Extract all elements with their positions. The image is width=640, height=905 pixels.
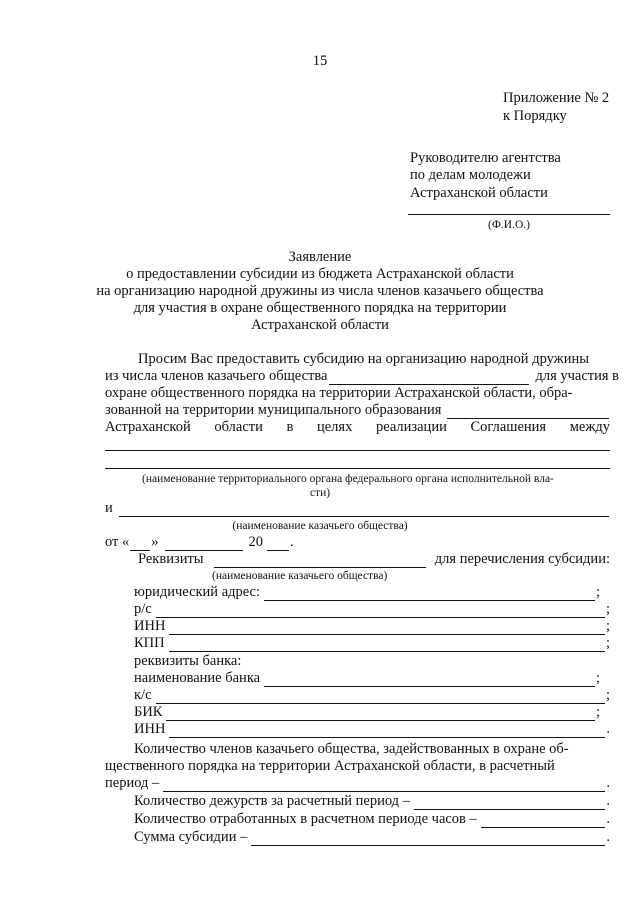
title-line2: о предоставлении субсидии из бюджета Астраханской области (126, 266, 514, 282)
date-quote-close: » (151, 534, 159, 550)
rs-label: р/с (134, 601, 152, 617)
requisites-field (214, 555, 426, 568)
rs-row (134, 601, 610, 618)
p1-line5-w6: между (569, 419, 610, 435)
bank-name-field (264, 674, 595, 687)
inn-semicolon: ; (605, 618, 610, 634)
date-year-field (267, 538, 289, 551)
federal-body-line2 (105, 468, 610, 469)
page-number: 15 (312, 53, 328, 69)
ks-field (156, 691, 605, 704)
legal-address-field (264, 588, 595, 601)
appendix-line1: Приложение № 2 (503, 90, 610, 106)
bank-name-semicolon: ; (595, 670, 600, 686)
cossack-name-field (119, 504, 609, 517)
p1-line5-w2: в (286, 419, 294, 435)
inn2-dot: . (606, 721, 610, 737)
sum-row (134, 829, 610, 846)
duties-row (134, 793, 610, 810)
caption-federal-1: (наименование территориального органа федерального органа исполнительной вла- (142, 473, 554, 485)
legal-address-label: юридический адрес: (134, 584, 261, 600)
kpp-row (134, 635, 610, 652)
date-dot: . (290, 534, 294, 550)
p1-line2-a: из числа членов казачьего общества (105, 368, 328, 384)
ks-row (134, 687, 610, 704)
date-month-field (165, 538, 243, 551)
addressee-line2: по делам молодежи (410, 167, 531, 183)
kpp-field (169, 639, 605, 652)
municipality-field (447, 406, 609, 419)
title-line3: на организацию народной дружины из числа членов казачьего общества (96, 283, 544, 299)
federal-body-line1 (105, 450, 610, 451)
title-line1: Заявление (288, 249, 352, 265)
bik-row (134, 704, 600, 721)
addressee-line1: Руководителю агентства (410, 150, 561, 166)
date-quote-open: от « (105, 534, 130, 550)
and-label: и (105, 500, 113, 516)
bik-label: БИК (134, 704, 163, 720)
p1-line2-b: для участия в (535, 368, 620, 384)
sum-dot: . (606, 829, 610, 845)
sum-field (251, 833, 605, 846)
p1-line5-w4: реализации (375, 419, 447, 435)
hours-dot: . (606, 811, 610, 827)
ks-semicolon: ; (605, 687, 610, 703)
p1-line1: Просим Вас предоставить субсидию на организацию народной дружины (138, 351, 589, 367)
p1-line4-text: зованной на территории муниципального образования (105, 402, 442, 418)
legal-address-row (134, 584, 600, 601)
requisites-label: Реквизиты (138, 551, 204, 567)
count-field (163, 779, 605, 792)
title-line5: Астраханской области (251, 317, 389, 333)
p1-line4 (105, 402, 610, 419)
kpp-label: КПП (134, 635, 165, 651)
bik-semicolon: ; (595, 704, 600, 720)
count-dot: . (606, 775, 610, 791)
duties-label: Количество дежурств за расчетный период – (134, 793, 410, 809)
p1-line5-w3: целях (316, 419, 353, 435)
caption-federal-2: сти) (309, 487, 331, 499)
bank-requisites-label: реквизиты банка: (134, 653, 242, 669)
p1-line5 (105, 419, 610, 436)
date-day-field (130, 538, 150, 551)
fio-line (408, 214, 610, 215)
count-line2: щественного порядка на территории Астраханской области, в расчетный (105, 758, 555, 774)
inn-row (134, 618, 610, 635)
inn2-field (169, 725, 605, 738)
sum-label: Сумма субсидии – (134, 829, 248, 845)
bank-name-row (134, 670, 600, 687)
hours-row (134, 811, 610, 828)
caption-cossack2: (наименование казачьего общества) (212, 570, 388, 582)
bik-field (166, 708, 594, 721)
duties-dot: . (606, 793, 610, 809)
inn2-label: ИНН (134, 721, 166, 737)
count-line3-row (105, 775, 610, 792)
legal-address-semicolon: ; (595, 584, 600, 600)
addressee-line3: Астраханской области (410, 185, 548, 201)
rs-field (156, 605, 605, 618)
duties-field (414, 797, 605, 810)
p1-line3: охране общественного порядка на территории Астраханской области, обра- (105, 385, 573, 401)
bank-name-label: наименование банка (134, 670, 261, 686)
requisites-row (138, 551, 610, 568)
caption-cossack: (наименование казачьего общества) (232, 520, 408, 532)
inn-label: ИНН (134, 618, 166, 634)
p1-line5-w1: области (214, 419, 263, 435)
count-line1: Количество членов казачьего общества, задействованных в охране об- (134, 741, 569, 757)
hours-label: Количество отработанных в расчетном периоде часов – (134, 811, 477, 827)
fio-caption: (Ф.И.О.) (488, 219, 530, 231)
p1-line5-w5: Соглашения (470, 419, 547, 435)
inn2-row (134, 721, 610, 738)
inn-field (169, 622, 605, 635)
date-row (105, 534, 294, 551)
cossack-society-field (329, 372, 529, 385)
rs-semicolon: ; (605, 601, 610, 617)
requisites-purpose: для перечисления субсидии: (434, 551, 610, 567)
title-line4: для участия в охране общественного порядка на территории (133, 300, 507, 316)
date-year-prefix: 20 (248, 534, 264, 550)
kpp-semicolon: ; (605, 635, 610, 651)
count-line3-label: период – (105, 775, 160, 791)
ks-label: к/с (134, 687, 152, 703)
and-row (105, 500, 610, 517)
hours-field (481, 815, 606, 828)
p1-line2 (105, 368, 620, 385)
appendix-line2: к Порядку (503, 108, 567, 124)
p1-line5-w0: Астраханской (105, 419, 191, 435)
